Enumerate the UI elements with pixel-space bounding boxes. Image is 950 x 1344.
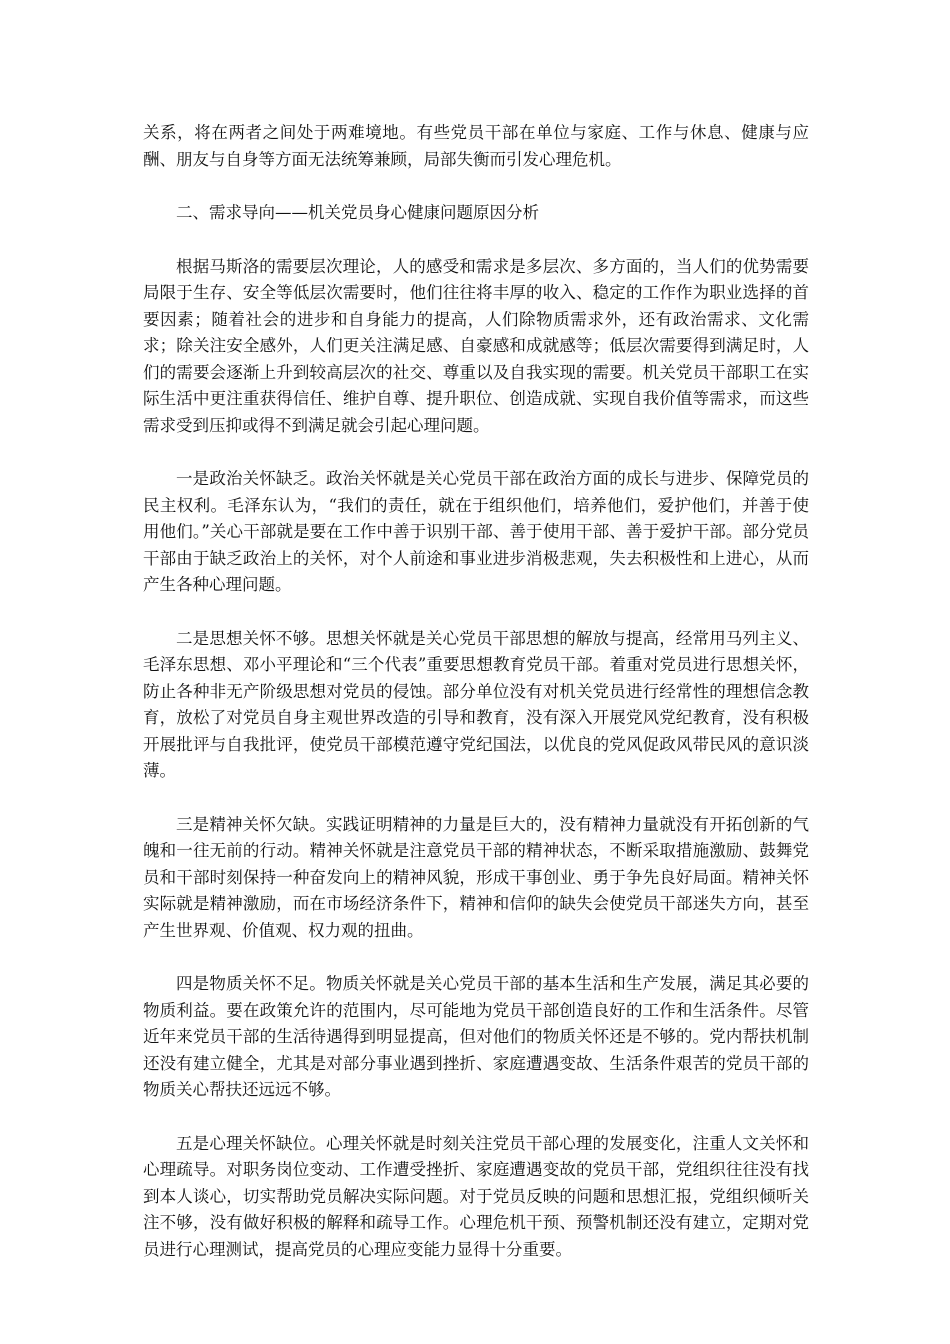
paragraph-material-care: 四是物质关怀不足。物质关怀就是关心党员干部的基本生活和生产发展，满足其必要的物质利益。要在政策允许的范围内，尽可能地为党员干部创造良好的工作和生活条件。尽管近年来党员干部的生活待遇得到明显提高，但对他们的物质关怀还是不够的。党内帮扶机制还没有建立健全，尤其是对部分事业遇到挫折、家庭遭遇变故、生活条件艰苦的党员干部的物质关心帮扶还远远不够。 bbox=[143, 974, 809, 1099]
paragraph-political-care: 一是政治关怀缺乏。政治关怀就是关心党员干部在政治方面的成长与进步、保障党员的民主权利。毛泽东认为，“我们的责任，就在于组织他们，培养他们，爱护他们，并善于使用他们。”关心干部就是要在工作中善于识别干部、善于使用干部、善于爱护干部。部分党员干部由于缺乏政治上的关怀，对个人前途和事业进步消极悲观，失去积极性和上进心，从而产生各种心理问题。 bbox=[143, 469, 809, 594]
paragraph-spiritual-care: 三是精神关怀欠缺。实践证明精神的力量是巨大的，没有精神力量就没有开拓创新的气魄和一往无前的行动。精神关怀就是注意党员干部的精神状态，不断采取措施激励、鼓舞党员和干部时刻保持一种奋发向上的精神风貌，形成干事创业、勇于争先良好局面。精神关怀实际就是精神激励，而在市场经济条件下，精神和信仰的缺失会使党员干部迷失方向，甚至产生世界观、价值观、权力观的扭曲。 bbox=[143, 814, 809, 940]
section-heading: 二、需求导向——机关党员身心健康问题原因分析 bbox=[176, 203, 539, 222]
document-page bbox=[143, 120, 809, 1290]
paragraph-psychological-care: 五是心理关怀缺位。心理关怀就是时刻关注党员干部心理的发展变化，注重人文关怀和心理疏导。对职务岗位变动、工作遭受挫折、家庭遭遇变故的党员干部，党组织往往没有找到本人谈心，切实帮助党员解决实际问题。对于党员反映的问题和思想汇报，党组织倾听关注不够，没有做好积极的解释和疏导工作。心理危机干预、预警机制还没有建立，定期对党员进行心理测试，提高党员的心理应变能力显得十分重要。 bbox=[143, 1133, 809, 1259]
paragraph-maslow: 根据马斯洛的需要层次理论，人的感受和需求是多层次、多方面的，当人们的优势需要局限于生存、安全等低层次需要时，他们往往将丰厚的收入、稳定的工作作为职业选择的首要因素；随着社会的进步和自身能力的提高，人们除物质需求外，还有政治需求、文化需求；除关注安全感外，人们更关注满足感、自豪感和成就感等；低层次需要得到满足时，人们的需要会逐渐上升到较高层次的社交、尊重以及自我实现的需要。机关党员干部职工在实际生活中更注重获得信任、维护自尊、提升职位、创造成就、实现自我价值等需求，而这些需求受到压抑或得不到满足就会引起心理问题。 bbox=[143, 256, 809, 435]
paragraph-ideological-care: 二是思想关怀不够。思想关怀就是关心党员干部思想的解放与提高，经常用马列主义、毛泽东思想、邓小平理论和“三个代表”重要思想教育党员干部。着重对党员进行思想关怀，防止各种非无产阶级思想对党员的侵蚀。部分单位没有对机关党员进行经常性的理想信念教育，放松了对党员自身主观世界改造的引导和教育，没有深入开展党风党纪教育，没有积极开展批评与自我批评，使党员干部模范遵守党纪国法，以优良的党风促政风带民风的意识淡薄。 bbox=[143, 628, 809, 780]
paragraph-continuation: 关系，将在两者之间处于两难境地。有些党员干部在单位与家庭、工作与休息、健康与应酬、朋友与自身等方面无法统筹兼顾，局部失衡而引发心理危机。 bbox=[143, 123, 809, 169]
